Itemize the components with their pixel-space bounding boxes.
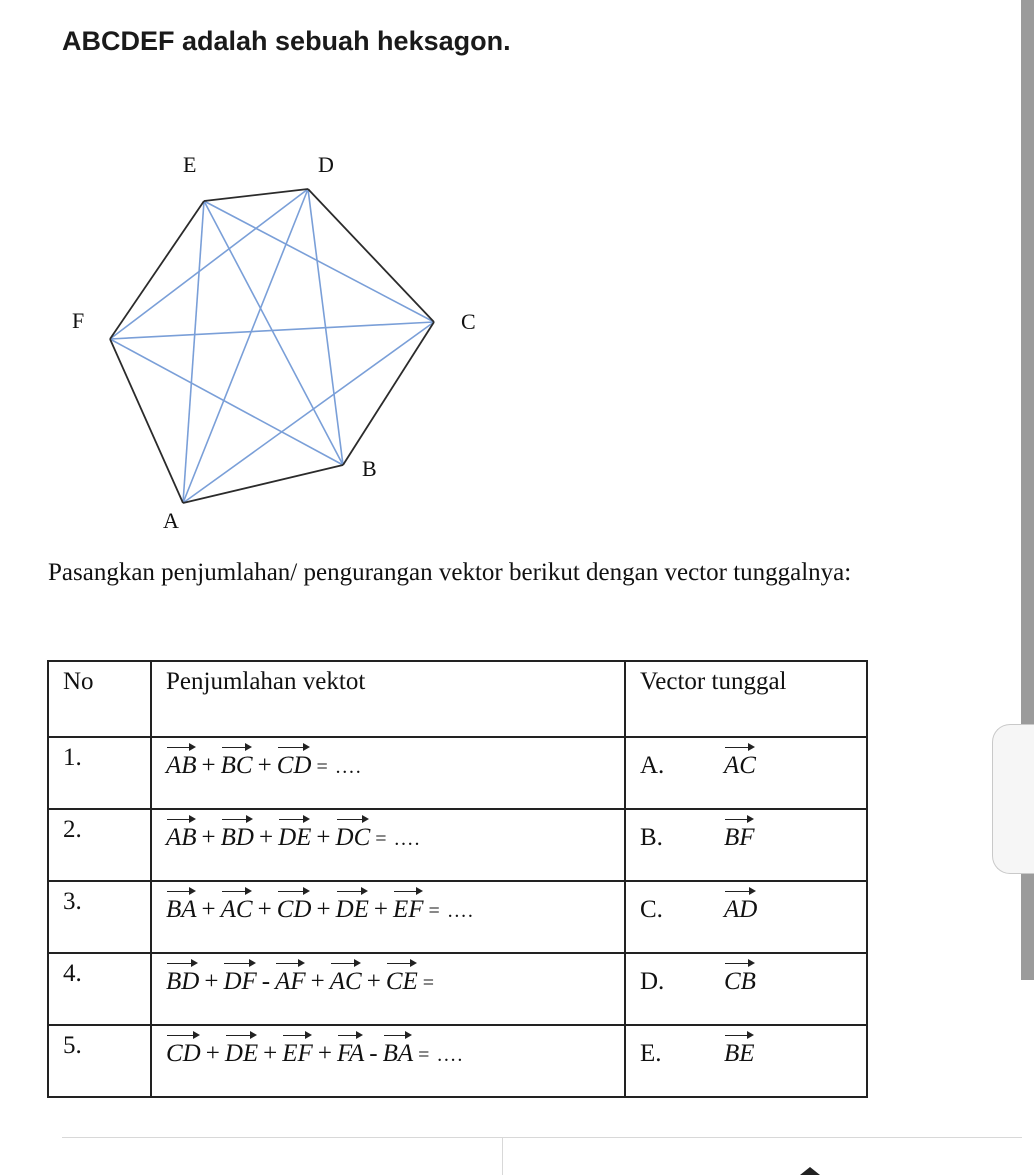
vector-expression <box>151 881 625 953</box>
question-title: ABCDEF adalah sebuah heksagon. <box>62 26 511 56</box>
operator: + <box>204 968 219 995</box>
vector-term: DE <box>336 888 369 922</box>
edge-EF <box>110 201 204 339</box>
table-row <box>48 737 867 809</box>
option-vector: BF <box>724 816 755 850</box>
edge-AB <box>183 465 343 503</box>
table-header-row <box>48 661 867 737</box>
bottom-column-divider <box>502 1137 503 1175</box>
operator: + <box>257 896 272 923</box>
row-number: 1. <box>48 737 151 809</box>
vertex-label-d: D <box>318 152 334 177</box>
vector-expression <box>151 1025 625 1097</box>
operator: + <box>201 896 216 923</box>
vector-term: EF <box>393 888 424 922</box>
vertex-label-a: A <box>163 508 179 533</box>
row-number: 2. <box>48 809 151 881</box>
vector-term: CD <box>166 1032 201 1066</box>
vector-term: DE <box>225 1032 258 1066</box>
option-vector: AC <box>724 744 756 778</box>
table-row <box>48 953 867 1025</box>
vector-term: EF <box>282 1032 313 1066</box>
vector-term: AB <box>166 744 197 778</box>
diagonal-CE <box>204 201 434 322</box>
table-row <box>48 881 867 953</box>
operator: + <box>201 752 216 779</box>
vector-expression <box>151 737 625 809</box>
side-panel-tab[interactable] <box>992 724 1034 874</box>
expression-tail: = …. <box>375 828 421 850</box>
bottom-divider <box>62 1137 1022 1138</box>
row-number: 5. <box>48 1025 151 1097</box>
option-letter: C. <box>640 896 663 923</box>
caret-up-icon[interactable] <box>800 1167 820 1175</box>
header-no: No <box>48 661 151 737</box>
vector-term: AC <box>330 960 362 994</box>
edge-BC <box>343 322 434 465</box>
matching-table <box>47 660 868 1098</box>
operator: + <box>373 896 388 923</box>
vector-term: BC <box>221 744 253 778</box>
vector-term: AB <box>166 816 197 850</box>
operator: - <box>369 1040 378 1067</box>
expression-tail: = …. <box>428 900 474 922</box>
operator: + <box>317 1040 332 1067</box>
vertex-label-b: B <box>362 456 377 481</box>
header-single-vector: Vector tunggal <box>625 661 867 737</box>
row-number: 4. <box>48 953 151 1025</box>
option-letter: E. <box>640 1040 662 1067</box>
operator: + <box>316 824 331 851</box>
header-expression: Penjumlahan vektot <box>151 661 625 737</box>
option-vector: AD <box>724 888 757 922</box>
vector-term: CD <box>277 888 312 922</box>
operator: + <box>205 1040 220 1067</box>
edge-FA <box>110 339 183 503</box>
vector-term: FA <box>337 1032 364 1066</box>
operator: + <box>257 752 272 779</box>
expression-tail: = …. <box>418 1044 464 1066</box>
vertex-label-f: F <box>72 308 85 333</box>
vector-term: CE <box>386 960 418 994</box>
option-cell <box>625 881 867 953</box>
operator: + <box>366 968 381 995</box>
vector-term: DF <box>223 960 256 994</box>
operator: + <box>263 1040 278 1067</box>
vector-term: AF <box>275 960 306 994</box>
edge-CD <box>308 189 434 322</box>
vector-expression <box>151 809 625 881</box>
option-cell <box>625 737 867 809</box>
vertex-label-c: C <box>461 309 476 334</box>
vector-term: CD <box>277 744 312 778</box>
option-vector: BE <box>724 1032 755 1066</box>
edge-DE <box>204 189 308 201</box>
table-body <box>48 737 867 1097</box>
option-cell <box>625 953 867 1025</box>
vector-term: DE <box>278 816 311 850</box>
vector-expression <box>151 953 625 1025</box>
diagonal-CF <box>110 322 434 339</box>
option-letter: A. <box>640 752 665 779</box>
expression-tail: = <box>422 972 436 994</box>
option-vector: CB <box>724 960 756 994</box>
diagonal-AC <box>183 322 434 503</box>
vector-term: BD <box>221 816 254 850</box>
vector-term: DC <box>336 816 371 850</box>
vector-term: BA <box>166 888 197 922</box>
instruction-text: Pasangkan penjumlahan/ pengurangan vektor berikut dengan vector tunggalnya: <box>48 559 852 586</box>
vector-term: BA <box>383 1032 414 1066</box>
diagonal-BF <box>110 339 343 465</box>
vector-term: AC <box>221 888 253 922</box>
table-row <box>48 1025 867 1097</box>
operator: + <box>258 824 274 851</box>
option-letter: D. <box>640 968 665 995</box>
option-cell <box>625 809 867 881</box>
row-number: 3. <box>48 881 151 953</box>
option-letter: B. <box>640 824 663 851</box>
operator: + <box>310 968 325 995</box>
vertex-label-e: E <box>183 152 197 177</box>
operator: + <box>316 896 331 923</box>
table-row <box>48 809 867 881</box>
expression-tail: = …. <box>316 756 362 778</box>
operator: - <box>261 968 271 995</box>
operator: + <box>201 824 216 851</box>
hexagon-diagram <box>0 0 1034 560</box>
vector-term: BD <box>166 960 199 994</box>
option-cell <box>625 1025 867 1097</box>
